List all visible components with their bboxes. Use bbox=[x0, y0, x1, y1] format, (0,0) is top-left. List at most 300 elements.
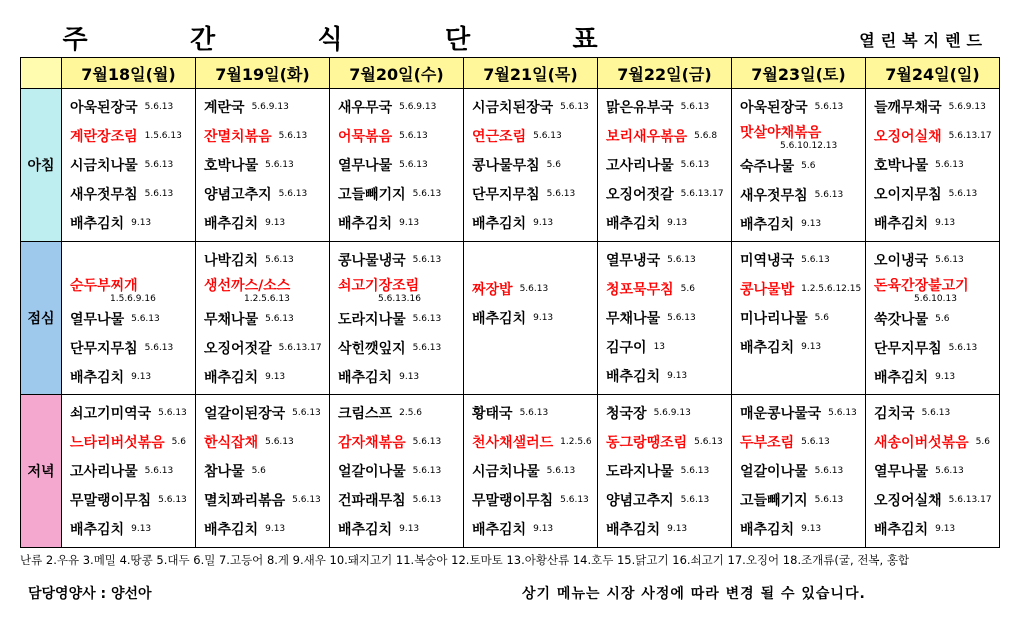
dish-name: 새우무국 bbox=[338, 99, 393, 116]
menu-item bbox=[472, 274, 595, 303]
allergen-code: 9.13 bbox=[265, 371, 286, 382]
allergen-code: 9.13 bbox=[399, 371, 420, 382]
dish-name: 삭힌깻잎지 bbox=[338, 340, 406, 357]
allergen-code: 5.6.13 bbox=[412, 313, 442, 324]
dish-name: 배추김치 bbox=[472, 215, 527, 232]
allergen-code: 5.6.13 bbox=[278, 188, 308, 199]
dish-name: 느타리버섯볶음 bbox=[70, 434, 165, 451]
dish-name: 배추김치 bbox=[606, 215, 661, 232]
dish-name: 잔멸치볶음 bbox=[204, 128, 272, 145]
dish-name: 동그랑땡조림 bbox=[606, 434, 688, 451]
allergen-code: 5.6.13 bbox=[519, 407, 549, 418]
dish-name: 시금치된장국 bbox=[472, 99, 554, 116]
menu-item bbox=[338, 398, 461, 427]
menu-item bbox=[338, 362, 461, 391]
allergen-code: 5.6.13.16 bbox=[378, 294, 421, 304]
dish-name: 오징어실채 bbox=[874, 492, 942, 509]
allergen-code: 5.6.13 bbox=[412, 465, 442, 476]
dish-name: 맛살야채볶음 bbox=[740, 125, 822, 141]
menu-item bbox=[204, 208, 327, 237]
menu-item bbox=[740, 514, 863, 543]
menu-item bbox=[472, 208, 595, 237]
dish-name: 한식잡채 bbox=[204, 434, 259, 451]
dish-name: 도라지나물 bbox=[606, 463, 674, 480]
dish-name: 배추김치 bbox=[472, 310, 527, 327]
menu-item bbox=[338, 427, 461, 456]
menu-item bbox=[338, 245, 461, 274]
allergen-code: 9.13 bbox=[399, 217, 420, 228]
menu-item bbox=[606, 208, 729, 237]
day-header: 7월22일(금) bbox=[598, 58, 732, 89]
menu-item bbox=[874, 245, 997, 274]
menu-item bbox=[740, 303, 863, 332]
menu-cell bbox=[866, 242, 1000, 395]
allergen-code: 5.6.13 bbox=[158, 494, 187, 505]
dish-name: 참나물 bbox=[204, 463, 245, 480]
allergen-code: 5.6.13 bbox=[667, 254, 696, 265]
dish-name: 배추김치 bbox=[606, 368, 661, 385]
dietitian-label: 담당영양사 : 양선아 bbox=[28, 586, 152, 602]
allergen-code: 5.6.9.13 bbox=[653, 407, 691, 418]
dish-name: 무채나물 bbox=[204, 311, 259, 328]
menu-item bbox=[606, 179, 729, 208]
allergen-code: 5.6 bbox=[680, 283, 695, 294]
menu-item bbox=[606, 121, 729, 150]
dish-name: 단무지무침 bbox=[874, 340, 942, 357]
menu-item bbox=[472, 150, 595, 179]
menu-item bbox=[204, 485, 327, 514]
dish-name: 도라지나물 bbox=[338, 311, 406, 328]
menu-item bbox=[472, 427, 595, 456]
menu-item bbox=[472, 361, 595, 390]
dish-name: 무말랭이무침 bbox=[472, 492, 554, 509]
dish-name: 무채나물 bbox=[606, 310, 661, 327]
allergen-code: 5.6 bbox=[975, 436, 990, 447]
allergen-code: 5.6.13 bbox=[560, 494, 589, 505]
dish-name: 새송이버섯볶음 bbox=[874, 434, 969, 451]
day-header-row bbox=[21, 58, 1000, 89]
title-char: 표 bbox=[572, 24, 598, 55]
menu-item bbox=[740, 180, 863, 209]
dish-name: 들깨무채국 bbox=[874, 99, 942, 116]
menu-item bbox=[338, 92, 461, 121]
allergen-code: 5.6.13 bbox=[935, 254, 964, 265]
menu-item bbox=[204, 398, 327, 427]
menu-item bbox=[740, 332, 863, 361]
corner-cell bbox=[21, 58, 62, 89]
day-header: 7월24일(일) bbox=[866, 58, 1000, 89]
allergen-code: 9.13 bbox=[533, 217, 554, 228]
title-char: 주 bbox=[62, 24, 88, 55]
allergen-code: 5.6.13 bbox=[144, 342, 174, 353]
allergen-code: 5.6.13 bbox=[292, 407, 321, 418]
dish-name: 매운콩나물국 bbox=[740, 405, 822, 422]
allergen-code: 5.6.9.13 bbox=[948, 101, 986, 112]
menu-item bbox=[606, 514, 729, 543]
menu-item bbox=[70, 245, 193, 274]
dish-name: 보리새우볶음 bbox=[606, 128, 688, 145]
allergen-code: 9.13 bbox=[533, 523, 554, 534]
menu-item bbox=[472, 179, 595, 208]
allergen-code: 9.13 bbox=[667, 523, 688, 534]
menu-item bbox=[472, 245, 595, 274]
dish-name: 배추김치 bbox=[204, 215, 259, 232]
allergen-code: 5.6.13 bbox=[546, 188, 576, 199]
dish-name: 열무냉국 bbox=[606, 252, 661, 269]
dish-name: 숙주나물 bbox=[740, 158, 795, 175]
allergen-code: 5.6.9.13 bbox=[251, 101, 289, 112]
dish-name: 얼갈이된장국 bbox=[204, 405, 286, 422]
dish-name: 배추김치 bbox=[338, 521, 393, 538]
allergen-code: 5.6.10.12.13 bbox=[780, 141, 838, 151]
dish-name: 배추김치 bbox=[874, 521, 929, 538]
menu-item bbox=[204, 150, 327, 179]
menu-item bbox=[472, 485, 595, 514]
allergen-code: 1.5.6.13 bbox=[144, 130, 182, 141]
allergen-code: 5.6.13 bbox=[412, 342, 442, 353]
dish-name: 쇠고기미역국 bbox=[70, 405, 152, 422]
dish-name: 배추김치 bbox=[740, 339, 795, 356]
allergen-code: 9.13 bbox=[935, 523, 956, 534]
dish-name: 청국장 bbox=[606, 405, 647, 422]
allergen-code: 5.6.13 bbox=[828, 407, 857, 418]
meal-label: 아침 bbox=[21, 89, 62, 242]
day-header: 7월19일(화) bbox=[196, 58, 330, 89]
menu-item bbox=[204, 456, 327, 485]
dish-name: 무말랭이무침 bbox=[70, 492, 152, 509]
dish-name: 미나리나물 bbox=[740, 310, 808, 327]
dish-name: 열무나물 bbox=[338, 157, 393, 174]
allergen-code: 5.6.13 bbox=[399, 130, 428, 141]
menu-cell bbox=[598, 395, 732, 548]
dish-name: 배추김치 bbox=[606, 521, 661, 538]
menu-cell bbox=[196, 242, 330, 395]
menu-cell bbox=[866, 395, 1000, 548]
menu-cell bbox=[330, 242, 464, 395]
menu-item bbox=[472, 121, 595, 150]
dish-name: 오징어젓갈 bbox=[204, 340, 272, 357]
title-char: 단 bbox=[444, 24, 471, 55]
menu-cell bbox=[62, 89, 196, 242]
menu-item bbox=[606, 398, 729, 427]
dish-name: 건파래무침 bbox=[338, 492, 406, 509]
meal-row bbox=[21, 395, 1000, 548]
menu-item bbox=[740, 245, 863, 274]
allergen-code: 5.6.13 bbox=[814, 101, 844, 112]
menu-item bbox=[606, 92, 729, 121]
menu-body bbox=[21, 89, 1000, 548]
dish-name: 나박김치 bbox=[204, 252, 259, 269]
menu-item bbox=[874, 179, 997, 208]
meal-label: 점심 bbox=[21, 242, 62, 395]
dish-name: 두부조림 bbox=[740, 434, 795, 451]
dish-name: 쑥갓나물 bbox=[874, 311, 929, 328]
weekly-menu-table bbox=[20, 57, 1000, 548]
menu-item bbox=[338, 304, 461, 333]
day-header: 7월23일(토) bbox=[732, 58, 866, 89]
menu-item bbox=[606, 332, 729, 361]
allergen-code: 9.13 bbox=[667, 370, 688, 381]
dish-name: 오이냉국 bbox=[874, 252, 929, 269]
dish-name: 황태국 bbox=[472, 405, 513, 422]
dish-name: 고들빼기지 bbox=[338, 186, 406, 203]
allergen-code: 5.6.13 bbox=[412, 254, 442, 265]
menu-item bbox=[70, 456, 193, 485]
menu-cell bbox=[62, 395, 196, 548]
dish-name: 배추김치 bbox=[70, 215, 125, 232]
allergen-code: 9.13 bbox=[935, 371, 956, 382]
dish-name: 오이지무침 bbox=[874, 186, 942, 203]
menu-cell bbox=[464, 395, 598, 548]
menu-item bbox=[606, 485, 729, 514]
dish-name: 쇠고기장조림 bbox=[338, 278, 420, 294]
menu-item bbox=[606, 245, 729, 274]
menu-cell bbox=[598, 89, 732, 242]
allergen-code: 5.6.9.13 bbox=[399, 101, 437, 112]
allergen-code: 5.6.13 bbox=[935, 465, 964, 476]
menu-item bbox=[472, 514, 595, 543]
menu-item bbox=[740, 92, 863, 121]
dish-name: 배추김치 bbox=[70, 521, 125, 538]
dish-name: 배추김치 bbox=[740, 216, 795, 233]
allergen-code: 5.6.13 bbox=[265, 313, 294, 324]
dish-name: 시금치나물 bbox=[70, 157, 138, 174]
menu-item bbox=[204, 121, 327, 150]
menu-item bbox=[204, 514, 327, 543]
menu-item bbox=[204, 245, 327, 274]
allergen-code: 5.6.13 bbox=[680, 494, 710, 505]
menu-item bbox=[70, 179, 193, 208]
menu-item bbox=[70, 362, 193, 391]
menu-cell bbox=[62, 242, 196, 395]
organization-name: 열린복지렌드 bbox=[859, 31, 988, 50]
meal-label: 저녁 bbox=[21, 395, 62, 548]
dish-name: 배추김치 bbox=[874, 215, 929, 232]
dish-name: 순두부찌개 bbox=[70, 278, 138, 294]
menu-item bbox=[70, 274, 193, 304]
menu-item bbox=[740, 274, 863, 303]
dish-name: 시금치나물 bbox=[472, 463, 540, 480]
allergen-code: 5.6.13 bbox=[144, 101, 174, 112]
menu-item bbox=[204, 274, 327, 304]
menu-item bbox=[606, 274, 729, 303]
allergen-code: 13 bbox=[653, 341, 666, 352]
menu-cell bbox=[196, 395, 330, 548]
menu-item bbox=[874, 333, 997, 362]
menu-item bbox=[70, 92, 193, 121]
menu-item bbox=[472, 332, 595, 361]
menu-cell bbox=[330, 395, 464, 548]
menu-item bbox=[740, 151, 863, 180]
menu-item bbox=[874, 304, 997, 333]
menu-item bbox=[472, 398, 595, 427]
allergen-code: 5.6.13 bbox=[680, 159, 710, 170]
menu-item bbox=[338, 485, 461, 514]
dish-name: 고사리나물 bbox=[606, 157, 674, 174]
allergen-code: 5.6.13 bbox=[935, 159, 964, 170]
day-header: 7월18일(월) bbox=[62, 58, 196, 89]
allergen-code: 5.6.13 bbox=[801, 436, 830, 447]
menu-item bbox=[740, 361, 863, 390]
allergen-code: 5.6.13 bbox=[292, 494, 321, 505]
allergen-code: 5.6 bbox=[251, 465, 266, 476]
dish-name: 청포묵무침 bbox=[606, 281, 674, 298]
allergen-code: 5.6.13 bbox=[560, 101, 589, 112]
menu-item bbox=[338, 514, 461, 543]
menu-item bbox=[472, 92, 595, 121]
allergen-code: 5.6.13.17 bbox=[680, 188, 724, 199]
menu-item bbox=[472, 456, 595, 485]
allergen-code: 5.6.13 bbox=[814, 465, 844, 476]
dish-name: 새우젓무침 bbox=[70, 186, 138, 203]
menu-cell bbox=[464, 89, 598, 242]
menu-item bbox=[874, 208, 997, 237]
dish-name: 배추김치 bbox=[70, 369, 125, 386]
dish-name: 콩나물냉국 bbox=[338, 252, 406, 269]
allergen-code: 5.6.13 bbox=[278, 130, 308, 141]
menu-item bbox=[740, 427, 863, 456]
allergen-code: 9.13 bbox=[265, 523, 286, 534]
menu-item bbox=[204, 333, 327, 362]
allergen-code: 5.6.13 bbox=[144, 159, 174, 170]
menu-item bbox=[70, 427, 193, 456]
allergen-code: 5.6.10.13 bbox=[914, 294, 957, 304]
dish-name: 미역냉국 bbox=[740, 252, 795, 269]
allergen-code: 5.6.13 bbox=[519, 283, 549, 294]
menu-cell bbox=[732, 89, 866, 242]
menu-item bbox=[740, 485, 863, 514]
dish-name: 배추김치 bbox=[204, 369, 259, 386]
menu-cell bbox=[598, 242, 732, 395]
dish-name: 호박나물 bbox=[874, 157, 929, 174]
menu-item bbox=[70, 304, 193, 333]
allergen-code: 5.6 bbox=[814, 312, 829, 323]
allergen-code: 5.6.13 bbox=[533, 130, 562, 141]
dish-name: 콩나물무침 bbox=[472, 157, 540, 174]
allergen-code: 2.5.6 bbox=[399, 407, 423, 418]
dish-name: 배추김치 bbox=[338, 369, 393, 386]
allergen-code: 5.6.13 bbox=[801, 254, 830, 265]
allergen-code: 5.6.13 bbox=[814, 189, 844, 200]
menu-item bbox=[204, 92, 327, 121]
title-char: 간 bbox=[189, 24, 216, 55]
allergen-code: 9.13 bbox=[801, 218, 822, 229]
dish-name: 단무지무침 bbox=[70, 340, 138, 357]
allergen-code: 5.6 bbox=[801, 160, 816, 171]
allergen-code: 5.6.13 bbox=[265, 436, 294, 447]
allergen-code: 5.6.13 bbox=[680, 101, 710, 112]
dish-name: 열무나물 bbox=[70, 311, 125, 328]
menu-item bbox=[204, 427, 327, 456]
dish-name: 고사리나물 bbox=[70, 463, 138, 480]
allergen-code: 5.6.13.17 bbox=[948, 494, 992, 505]
meal-row bbox=[21, 89, 1000, 242]
dish-name: 감자채볶음 bbox=[338, 434, 406, 451]
allergen-code: 5.6 bbox=[171, 436, 186, 447]
menu-item bbox=[606, 427, 729, 456]
dish-name: 단무지무침 bbox=[472, 186, 540, 203]
dish-name: 얼갈이나물 bbox=[338, 463, 406, 480]
menu-item bbox=[606, 303, 729, 332]
allergen-code: 5.6.13 bbox=[412, 436, 442, 447]
allergen-code: 1.2.5.6 bbox=[560, 436, 592, 447]
allergen-code: 9.13 bbox=[935, 217, 956, 228]
allergen-code: 5.6.13 bbox=[694, 436, 723, 447]
allergen-legend: 난류 2.우유 3.메밀 4.땅콩 5.대두 6.밀 7.고등어 8.게 9.새우 10.돼지고기 11.복숭아 12.토마토 13.아황산류 14.호두 15.닭고기 16.쇠고기 17.오징어 18.조개류(굴, 전복, 홍합 bbox=[20, 553, 910, 567]
menu-item bbox=[606, 150, 729, 179]
menu-cell bbox=[732, 395, 866, 548]
menu-item bbox=[70, 208, 193, 237]
menu-item bbox=[70, 485, 193, 514]
meal-row bbox=[21, 242, 1000, 395]
dish-name: 새우젓무침 bbox=[740, 187, 808, 204]
allergen-code: 9.13 bbox=[801, 341, 822, 352]
allergen-code: 5.6.13 bbox=[412, 188, 442, 199]
allergen-code: 9.13 bbox=[533, 312, 554, 323]
menu-item bbox=[338, 179, 461, 208]
allergen-code: 9.13 bbox=[131, 523, 152, 534]
dish-name: 생선까스/소스 bbox=[204, 278, 291, 294]
menu-item bbox=[740, 209, 863, 238]
allergen-code: 5.6.8 bbox=[694, 130, 718, 141]
allergen-code: 5.6.13 bbox=[265, 159, 294, 170]
dish-name: 양념고추지 bbox=[606, 492, 674, 509]
menu-item bbox=[740, 398, 863, 427]
dish-name: 김치국 bbox=[874, 405, 915, 422]
menu-item bbox=[874, 427, 997, 456]
menu-cell bbox=[464, 242, 598, 395]
allergen-code: 5.6 bbox=[546, 159, 561, 170]
dish-name: 열무나물 bbox=[874, 463, 929, 480]
allergen-code: 5.6.13 bbox=[399, 159, 428, 170]
dish-name: 김구이 bbox=[606, 339, 647, 356]
menu-item bbox=[740, 456, 863, 485]
menu-item bbox=[204, 179, 327, 208]
allergen-code: 5.6.13.17 bbox=[278, 342, 322, 353]
menu-item bbox=[338, 150, 461, 179]
day-header: 7월20일(수) bbox=[330, 58, 464, 89]
allergen-code: 5.6.13 bbox=[412, 494, 442, 505]
dish-name: 어묵볶음 bbox=[338, 128, 393, 145]
menu-item bbox=[338, 456, 461, 485]
dish-name: 짜장밥 bbox=[472, 281, 513, 298]
menu-item bbox=[606, 456, 729, 485]
allergen-code: 1.2.5.6.12.15 bbox=[801, 283, 862, 294]
allergen-code: 5.6.13 bbox=[667, 312, 696, 323]
allergen-code: 9.13 bbox=[399, 523, 420, 534]
menu-item bbox=[204, 304, 327, 333]
dish-name: 아욱된장국 bbox=[740, 99, 808, 116]
menu-item bbox=[874, 150, 997, 179]
allergen-code: 5.6.13.17 bbox=[948, 130, 992, 141]
dish-name: 천사채샐러드 bbox=[472, 434, 554, 451]
menu-item bbox=[874, 398, 997, 427]
change-notice: 상기 메뉴는 시장 사정에 따라 변경 될 수 있습니다. bbox=[522, 586, 866, 602]
allergen-code: 5.6.13 bbox=[265, 254, 294, 265]
menu-item bbox=[472, 303, 595, 332]
dish-name: 계란국 bbox=[204, 99, 245, 116]
menu-cell bbox=[866, 89, 1000, 242]
menu-item bbox=[606, 361, 729, 390]
allergen-code: 9.13 bbox=[131, 371, 152, 382]
dish-name: 오징어젓갈 bbox=[606, 186, 674, 203]
dish-name: 배추김치 bbox=[338, 215, 393, 232]
menu-cell bbox=[732, 242, 866, 395]
dish-name: 크림스프 bbox=[338, 405, 393, 422]
menu-item bbox=[338, 274, 461, 304]
menu-cell bbox=[330, 89, 464, 242]
allergen-code: 5.6.13 bbox=[814, 494, 844, 505]
